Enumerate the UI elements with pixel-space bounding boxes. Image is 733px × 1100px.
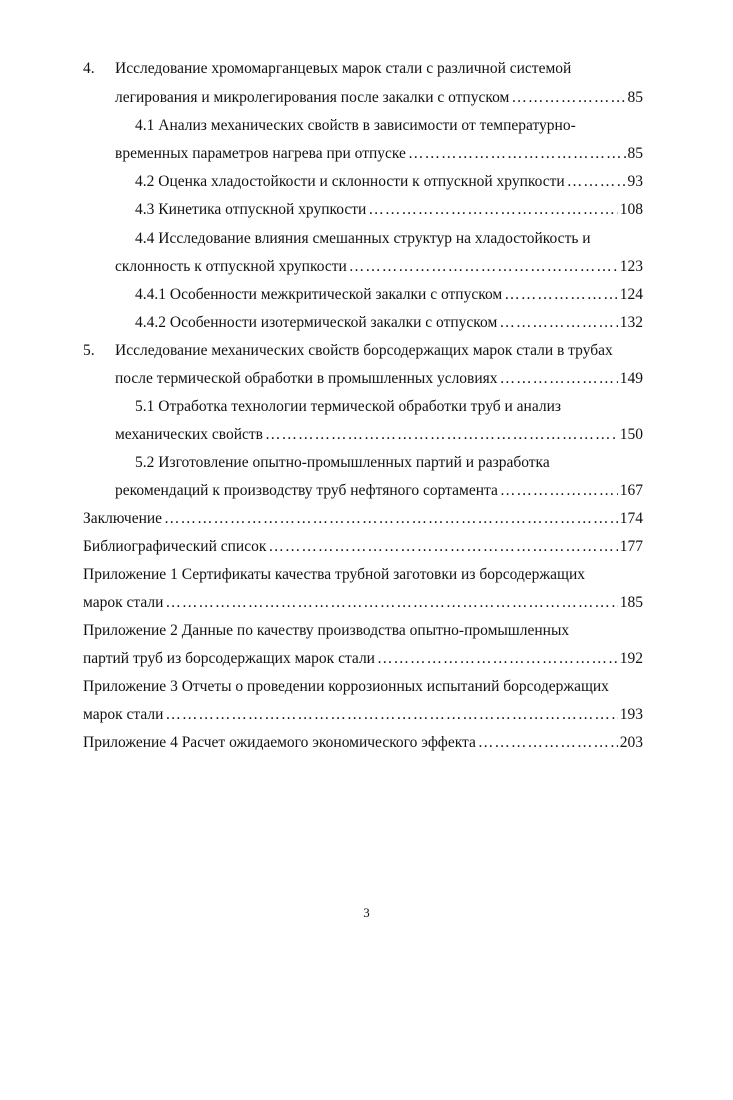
toc-app3-page: 193	[619, 706, 643, 723]
toc-s44-title-line1: 4.4 Исследование влияния смешанных структур на хладостойкость и	[135, 230, 591, 247]
toc-s44-page: 123	[619, 258, 643, 275]
toc-s42-page: 93	[627, 173, 643, 190]
toc-app2-title-line1: Приложение 2 Данные по качеству производства опытно-промышленных	[83, 622, 570, 639]
toc-conclusion-title: Заключение	[83, 510, 163, 527]
toc-s41-page: 85	[627, 145, 643, 162]
toc-entry-app2	[83, 649, 643, 669]
toc-entry-s44	[115, 257, 643, 277]
leader-dots	[499, 313, 617, 333]
leader-dots	[377, 649, 618, 669]
leader-dots	[165, 593, 617, 613]
toc-ch5-page: 149	[619, 370, 643, 387]
leader-dots	[500, 369, 618, 389]
toc-app1-title-line1: Приложение 1 Сертификаты качества трубной заготовки из борсодержащих	[83, 566, 585, 583]
toc-entry-s43	[135, 200, 643, 220]
page-number: 3	[363, 905, 370, 920]
toc-ch4-page: 85	[627, 89, 643, 106]
toc-s44-title-line2: склонность к отпускной хрупкости	[115, 258, 347, 275]
toc-s52-title-line2: рекомендаций к производству труб нефтяного сортамента	[115, 482, 498, 499]
toc-app2-title-line2: партий труб из борсодержащих марок стали	[83, 650, 375, 667]
toc-s52-page: 167	[619, 482, 643, 499]
toc-entry-ch5	[115, 369, 643, 389]
toc-bibliography-title: Библиографический список	[83, 538, 267, 555]
toc-app1-page: 185	[619, 594, 643, 611]
toc-entry-s51	[115, 425, 643, 445]
toc-app1-title-line2: марок стали	[83, 594, 164, 611]
toc-ch4-title-line1: Исследование хромомарганцевых марок стали с различной системой	[115, 60, 572, 77]
toc-s442-page: 132	[619, 314, 643, 331]
toc-entry-s52	[115, 481, 643, 501]
toc-entry-app1	[83, 593, 643, 613]
leader-dots	[567, 172, 626, 192]
toc-ch4-title-line2: легирования и микролегирования после закалки с отпуском	[115, 89, 510, 106]
toc-ch5-title-line2: после термической обработки в промышленных условиях	[115, 370, 498, 387]
toc-s42-title: 4.2 Оценка хладостойкости и склонности к отпускной хрупкости	[135, 173, 565, 190]
toc-s43-title: 4.3 Кинетика отпускной хрупкости	[135, 201, 367, 218]
toc-s51-page: 150	[619, 426, 643, 443]
toc-entry-app4	[83, 733, 643, 753]
toc-entry-conclusion	[83, 509, 643, 529]
toc-s441-page: 124	[619, 286, 643, 303]
leader-dots	[268, 537, 617, 557]
toc-app3-title-line2: марок стали	[83, 706, 164, 723]
leader-dots	[408, 144, 626, 164]
toc-s51-title-line2: механических свойств	[115, 426, 263, 443]
toc-s441-title: 4.4.1 Особенности межкритической закалки с отпуском	[135, 286, 503, 303]
toc-entry-app3	[83, 705, 643, 725]
toc-entry-ch4	[115, 88, 643, 108]
toc-entry-s42	[135, 172, 643, 192]
toc-entry-bibliography	[83, 537, 643, 557]
toc-entry-s442	[135, 313, 643, 333]
toc-entry-s41	[115, 144, 643, 164]
leader-dots	[500, 481, 618, 501]
toc-app4-page: 203	[619, 734, 643, 751]
toc-s43-page: 108	[619, 201, 643, 218]
leader-dots	[511, 88, 625, 108]
leader-dots	[478, 733, 618, 753]
leader-dots	[265, 425, 618, 445]
leader-dots	[164, 509, 618, 529]
leader-dots	[349, 257, 618, 277]
toc-bibliography-page: 177	[619, 538, 643, 555]
toc-conclusion-page: 174	[619, 510, 643, 527]
toc-ch5-title-line1: Исследование механических свойств борсодержащих марок стали в трубах	[115, 342, 613, 359]
leader-dots	[504, 285, 618, 305]
leader-dots	[165, 705, 617, 725]
toc-s51-title-line1: 5.1 Отработка технологии термической обработки труб и анализ	[135, 398, 562, 415]
toc-app4-title: Приложение 4 Расчет ожидаемого экономического эффекта	[83, 734, 476, 751]
toc-app2-page: 192	[619, 650, 643, 667]
toc-entry-s441	[135, 285, 643, 305]
toc-s52-title-line1: 5.2 Изготовление опытно-промышленных партий и разработка	[135, 454, 550, 471]
toc-s442-title: 4.4.2 Особенности изотермической закалки с отпуском	[135, 314, 498, 331]
leader-dots	[368, 200, 617, 220]
toc-s41-title-line1: 4.1 Анализ механических свойств в зависимости от температурно-	[135, 117, 576, 134]
toc-app3-title-line1: Приложение 3 Отчеты о проведении коррозионных испытаний борсодержащих	[83, 678, 609, 695]
toc-ch4-number: 4.	[83, 60, 95, 77]
toc-s41-title-line2: временных параметров нагрева при отпуске	[115, 145, 406, 162]
toc-ch5-number: 5.	[83, 342, 95, 359]
